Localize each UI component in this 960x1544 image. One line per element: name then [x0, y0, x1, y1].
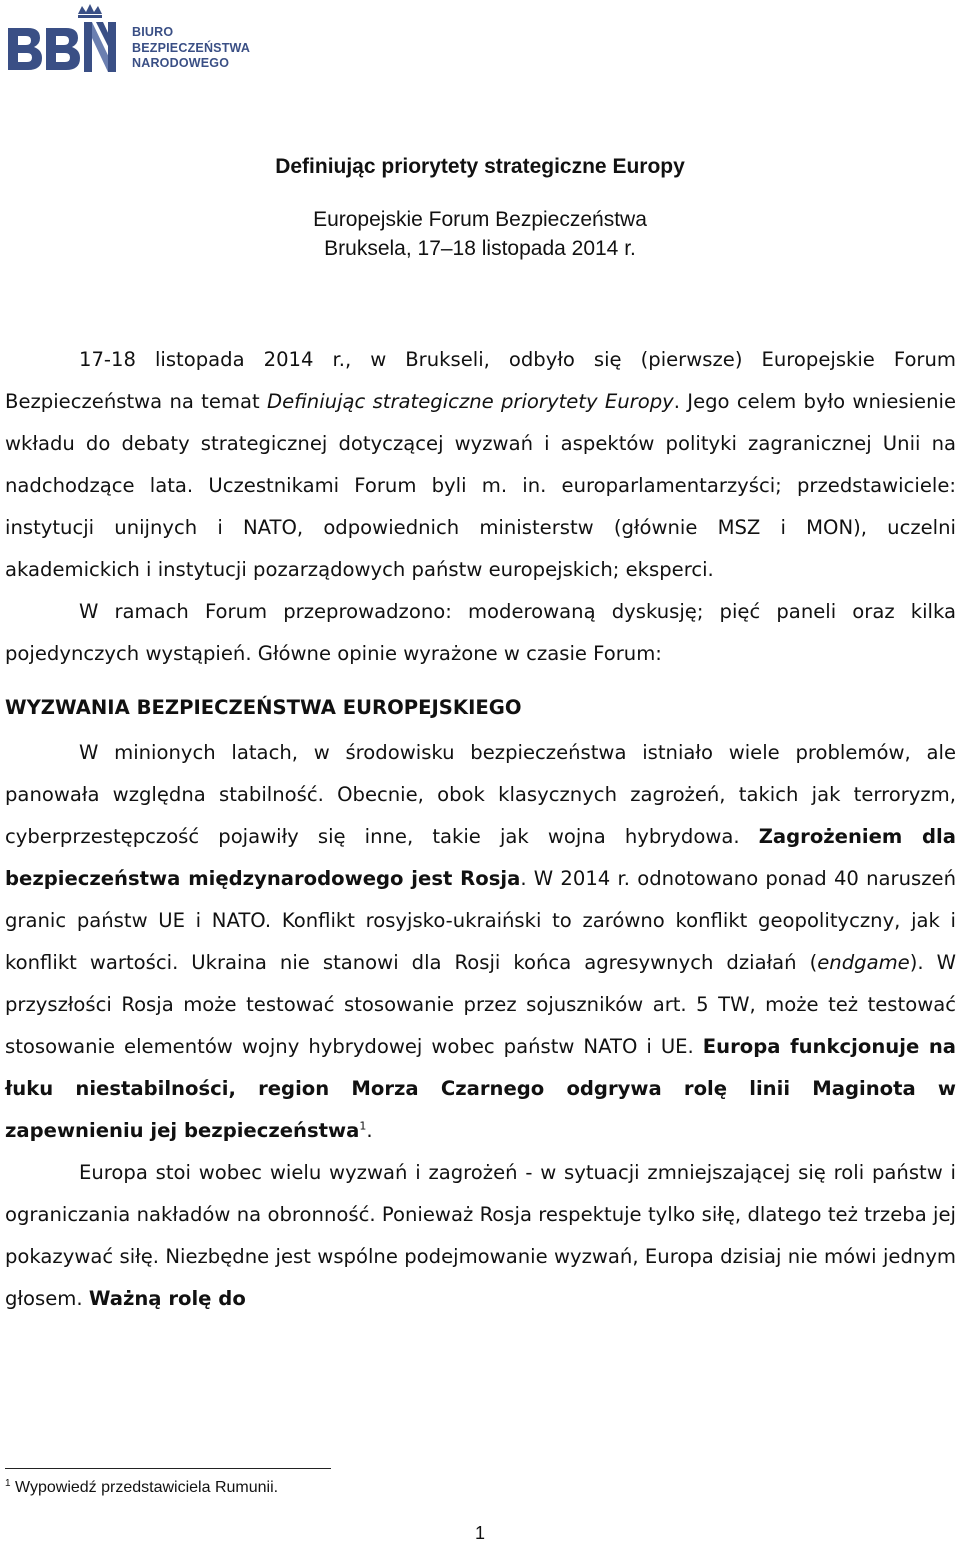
footnote-separator: [5, 1468, 331, 1469]
paragraph-response-bold: Ważną rolę do: [88, 1287, 246, 1310]
paragraph-response-text: Europa stoi wobec wielu wyzwań i zagrożeń - w sytuacji zmniejszającej się roli państw i ograniczania nakładów na obronność. Ponieważ Rosja respektuje tylko siłę, dlatego też trzeba jej pokazywać siłę. Niezbędne jest wspólne podejmowanie wyzwań, Europa dzisiaj nie mówi jednym głosem.: [5, 1161, 956, 1310]
logo-line-3: NARODOWEGO: [132, 56, 230, 70]
footnote: [5, 1476, 278, 1500]
black-sea-bold: Europa funkcjonuje na łuku niestabilności, region Morza Czarnego odgrywa rolę linii Maginota w zapewnieniu jej bezpieczeństwa: [5, 1035, 957, 1142]
footnote-reference[interactable]: 1: [359, 1119, 367, 1133]
paragraph-challenges-text-3: ). W przyszłości Rosja może testować stosowanie przez sojuszników art. 5 TW, może też testować stosowanie elementów wojny hybrydowej wobec państw NATO i UE.: [5, 951, 956, 1058]
paragraph-challenges-end: .: [366, 1119, 373, 1142]
russia-threat-bold: Zagrożeniem dla bezpieczeństwa międzynarodowego jest Rosja: [5, 825, 956, 890]
document-subtitle-place-date: Bruksela, 17–18 listopada 2014 r.: [324, 237, 636, 260]
section-heading: WYZWANIA BEZPIECZEŃSTWA EUROPEJSKIEGO: [5, 696, 522, 719]
paragraph-intro-text-1: 17-18 listopada 2014 r., w Brukseli, odbyło się (pierwsze) Europejskie Forum Bezpieczeństwa na temat: [5, 348, 956, 413]
paragraph-challenges-text-2: . W 2014 r. odnotowano ponad 40 naruszeń granic państw UE i NATO. Konflikt rosyjsko-ukraiński to zarówno konflikt geopolityczny, jak i konflikt wartości. Ukraina nie stanowi dla Rosji końca agresywnych działań (: [5, 867, 956, 974]
document-body: [5, 339, 956, 1320]
paragraph-challenges: [5, 732, 956, 1152]
paragraph-intro: [5, 339, 956, 591]
paragraph-intro-text-2: . Jego celem było wniesienie wkładu do debaty strategicznej dotyczącej wyzwań i aspektów polityki zagranicznej Unii na nadchodzące lata. Uczestnikami Forum byli m. in. europarlamentarzyści; przedstawiciele: instytucji unijnych i NATO, odpowiednich ministerstw (głównie MSZ i MON), uczelni akademickich i instytucji pozarządowych państw europejskich; eksperci.: [5, 390, 957, 581]
document-title: Definiując priorytety strategiczne Europy: [275, 155, 685, 178]
logo-text: [132, 25, 250, 72]
logo-line-1: BIURO: [132, 25, 174, 39]
footnote-text: Wypowiedź przedstawiciela Rumunii.: [15, 1479, 279, 1496]
paragraph-response: [5, 1152, 956, 1320]
forum-topic-italic: Definiując strategiczne priorytety Europy: [267, 390, 674, 413]
bbn-logo: [6, 2, 266, 78]
page-number: 1: [474, 1523, 485, 1543]
bbn-logo-mark: [6, 2, 136, 78]
paragraph-challenges-text-1: W minionych latach, w środowisku bezpieczeństwa istniało wiele problemów, ale panowała względna stabilność. Obecnie, obok klasycznych zagrożeń, takich jak terroryzm, cyberprzestępczość pojawiły się inne, takie jak wojna hybrydowa.: [5, 741, 956, 848]
endgame-italic: endgame: [817, 951, 910, 974]
document-subtitle-event: Europejskie Forum Bezpieczeństwa: [313, 208, 647, 231]
footnote-marker: 1: [5, 1478, 11, 1489]
logo-line-2: BEZPIECZEŃSTWA: [132, 40, 251, 55]
paragraph-format: W ramach Forum przeprowadzono: moderowaną dyskusję; pięć paneli oraz kilka pojedynczych wystąpień. Główne opinie wyrażone w czasie Forum:: [5, 600, 956, 665]
